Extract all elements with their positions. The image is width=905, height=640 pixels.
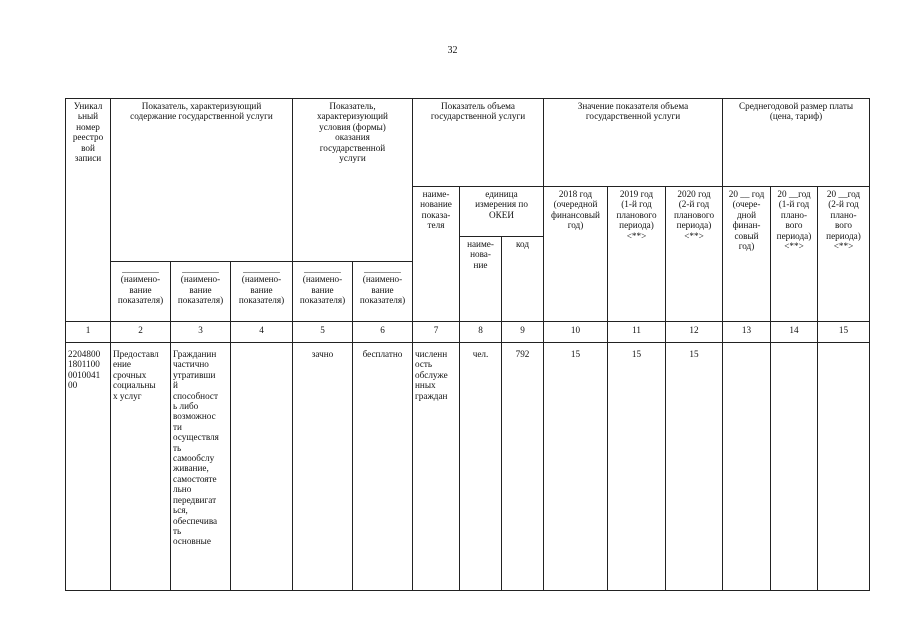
header-year-12: 2020 год (2-й год планового периода) <**> [665,186,723,322]
column-number: 7 [412,321,460,343]
unit-name-cell: чел. [459,342,502,591]
value-2018-cell: 15 [543,342,608,591]
page-number: 32 [447,45,458,56]
header-year-15: 20 __год (2-й год плано- вого периода) <**> [817,186,870,322]
column-number: 12 [665,321,723,343]
column-number: 10 [543,321,608,343]
header-year-11: 2019 год (1-й год планового периода) <**> [607,186,666,322]
registry-number-cell: 2204800 1801100 0010041 00 [65,342,111,591]
service-content-cell: Предоставл ение срочных социальны х услуг [110,342,171,591]
column-number: 11 [607,321,666,343]
header-sub-2: ________ (наимено- вание показателя) [110,261,171,322]
recipient-category-cell: Гражданин частично утративши й способност ь либо возможнос ти осуществля ть самообслу живание, самостояте льно передвигат ься, обеспечива ть основные [170,342,231,591]
column-number: 2 [110,321,171,343]
header-volume-group: Показатель объема государственной услуги [412,98,544,187]
column-number: 14 [770,321,818,343]
header-indicator-name: наиме- нование показа- теля [412,186,460,322]
form-cell: зачно [292,342,353,591]
fee-15-cell [817,342,870,591]
header-sub-6: ________ (наимено- вание показателя) [352,261,413,322]
header-unit-code: код [501,236,544,322]
header-registry-number: Уникал ьный номер реестро вой записи [65,98,111,322]
column-number: 5 [292,321,353,343]
column-number: 4 [230,321,293,343]
fee-14-cell [770,342,818,591]
header-conditions-group: Показатель, характеризующий условия (формы) оказания государственной услуги [292,98,413,262]
header-fee-group: Среднегодовой размер платы (цена, тариф) [722,98,870,187]
header-sub-4: ________ (наимено- вание показателя) [230,261,293,322]
header-unit: единица измерения по ОКЕИ [459,186,544,237]
column-number: 13 [722,321,771,343]
column-number: 6 [352,321,413,343]
header-sub-3: ________ (наимено- вание показателя) [170,261,231,322]
header-sub-5: ________ (наимено- вание показателя) [292,261,353,322]
indicator-name-cell: численн ость обслуже нных граждан [412,342,460,591]
column-number: 3 [170,321,231,343]
header-year-13: 20 __ год (очере- дной финан- совый год) [722,186,771,322]
header-value-group: Значение показателя объема государственной услуги [543,98,723,187]
value-2020-cell: 15 [665,342,723,591]
column-number: 8 [459,321,502,343]
column-number: 9 [501,321,544,343]
header-year-10: 2018 год (очередной финансовый год) [543,186,608,322]
unit-code-cell: 792 [501,342,544,591]
payment-cell: бесплатно [352,342,413,591]
header-unit-name: наиме- нова- ние [459,236,502,322]
column-number: 1 [65,321,111,343]
header-year-14: 20 __год (1-й год плано- вого периода) <**> [770,186,818,322]
content-3-cell [230,342,293,591]
column-number: 15 [817,321,870,343]
fee-13-cell [722,342,771,591]
header-content-group: Показатель, характеризующий содержание государственной услуги [110,98,293,262]
value-2019-cell: 15 [607,342,666,591]
